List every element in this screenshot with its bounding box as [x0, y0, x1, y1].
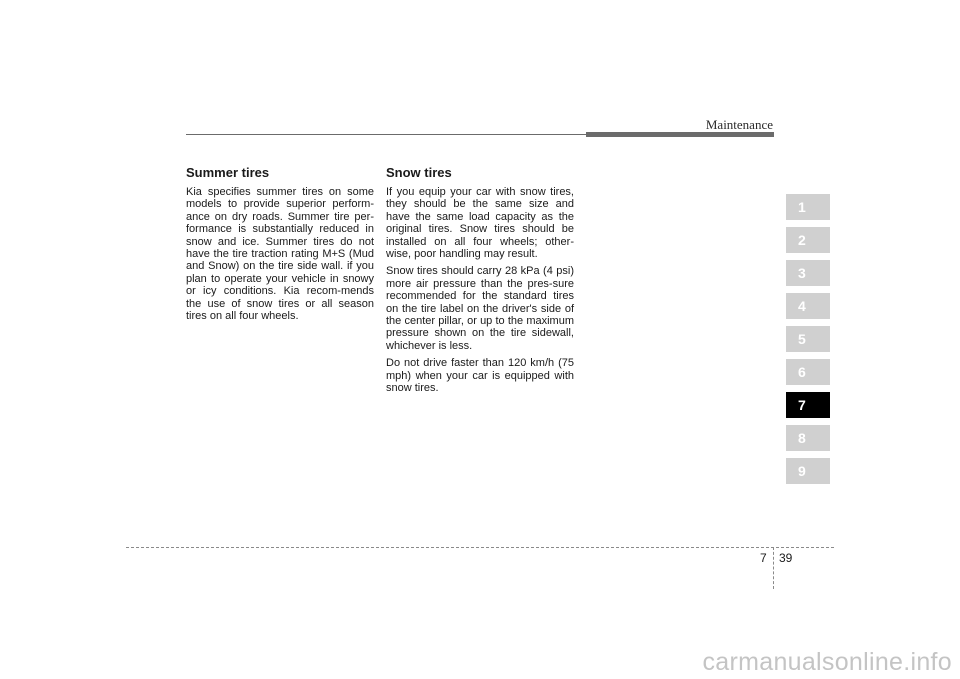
footer-divider [126, 547, 834, 548]
footer-page-number: 39 [779, 551, 793, 565]
snow-tires-heading: Snow tires [386, 165, 452, 180]
footer-chapter-number: 7 [760, 551, 767, 565]
chapter-tab-1[interactable]: 1 [786, 194, 830, 220]
chapter-tab-2[interactable]: 2 [786, 227, 830, 253]
header-rule [186, 134, 586, 135]
snow-tires-paragraph: If you equip your car with snow tires, they should be the same size and have the same load capacity as the original tires. Snow tires should be installed on all four wheels; other-wise, poor handling may result. [386, 186, 574, 261]
chapter-tab-6[interactable]: 6 [786, 359, 830, 385]
snow-tires-paragraph: Snow tires should carry 28 kPa (4 psi) more air pressure than the pres-sure recommended for the standard tires on the tire label on the driver's side of the center pillar, or up to the maximum pressure shown on the tire sidewall, whichever is less. [386, 265, 574, 352]
summer-tires-column [186, 165, 374, 327]
chapter-tab-9[interactable]: 9 [786, 458, 830, 484]
summer-tires-heading: Summer tires [186, 165, 270, 180]
snow-tires-column [386, 165, 574, 400]
chapter-tab-7[interactable]: 7 [786, 392, 830, 418]
summer-tires-paragraph: Kia specifies summer tires on some models to provide superior perform-ance on dry roads. Summer tire per-formance is substantially reduced in snow and ice. Summer tires do not have the tire traction rating M+S (Mud and Snow) on the tire side wall. if you plan to operate your vehicle in snowy or icy conditions. Kia recom-mends the use of snow tires or all season tires on all four wheels. [186, 186, 374, 323]
chapter-tab-5[interactable]: 5 [786, 326, 830, 352]
chapter-tab-3[interactable]: 3 [786, 260, 830, 286]
page-number-divider [773, 547, 774, 589]
chapter-tabs [786, 194, 830, 491]
header-rule-accent [586, 132, 774, 137]
snow-tires-paragraph: Do not drive faster than 120 km/h (75 mph) when your car is equipped with snow tires. [386, 357, 574, 395]
chapter-tab-4[interactable]: 4 [786, 293, 830, 319]
chapter-tab-8[interactable]: 8 [786, 425, 830, 451]
watermark: carmanualsonline.info [702, 648, 952, 676]
section-title: Maintenance [705, 117, 773, 132]
